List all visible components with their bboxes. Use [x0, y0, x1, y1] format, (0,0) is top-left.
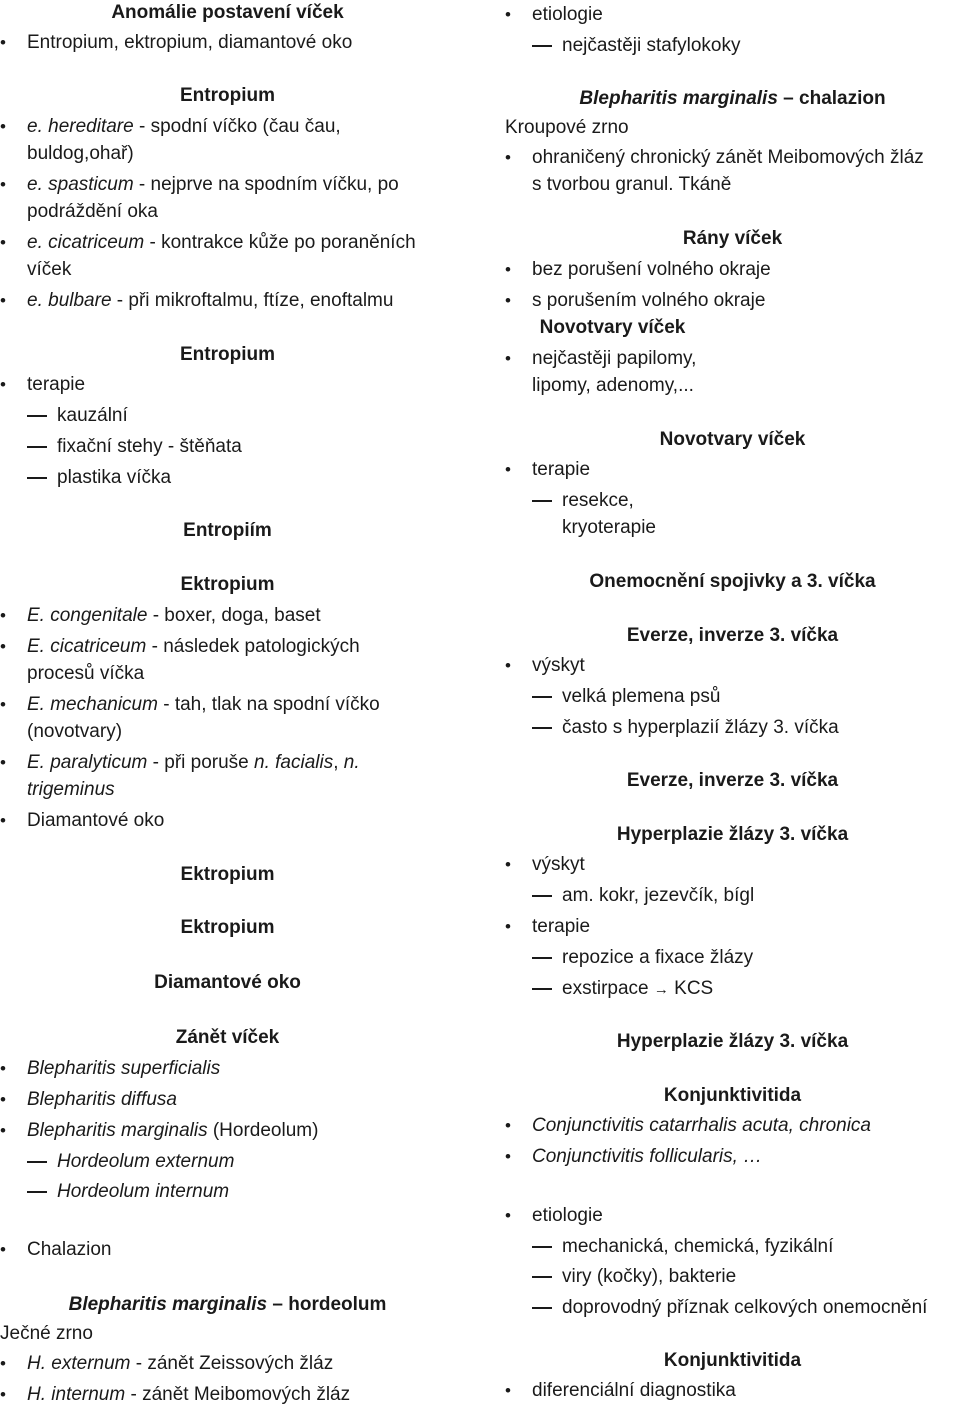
list-item: • e. hereditare - spodní víčko (čau čau, [27, 114, 341, 140]
list-item: • Conjunctivitis follicularis, … [532, 1144, 762, 1170]
list-item-cont: lipomy, adenomy,... [532, 375, 694, 396]
conjunctivitis-heading: Konjunktivitida [663, 1350, 802, 1371]
list-item: • Conjunctivitis catarrhalis acuta, chronica [532, 1113, 871, 1139]
sub-item: nejčastěji stafylokoky [562, 33, 740, 59]
kroupove-zrno-label: Kroupové zrno [505, 117, 629, 138]
list-item: • e. spasticum - nejprve na spodním víčku, po [27, 172, 399, 198]
list-item: • Blepharitis diffusa [27, 1087, 177, 1113]
arrow-right-icon: → [653, 981, 669, 998]
sub-item-cont: kryoterapie [562, 517, 656, 538]
sub-item: často s hyperplazií žlázy 3. víčka [562, 715, 839, 741]
sub-item: Hordeolum internum [57, 1179, 229, 1205]
list-item-cont: (novotvary) [27, 721, 123, 742]
list-item: • Blepharitis marginalis (Hordeolum) [27, 1118, 318, 1144]
list-item-cont: trigeminus [27, 779, 115, 800]
occurrence-label: • výskyt [532, 653, 585, 679]
list-item: • nejčastěji papilomy, [532, 346, 696, 372]
ektropium-heading: Ektropium [180, 864, 275, 885]
therapy-label: • terapie [27, 372, 85, 398]
list-item: • e. cicatriceum - kontrakce kůže po poraněních [27, 230, 416, 256]
list-item: • ohraničený chronický zánět Meibomových žláz [532, 145, 924, 171]
sub-item: mechanická, chemická, fyzikální [562, 1234, 833, 1260]
everze-heading: Everze, inverze 3. víčka [626, 770, 839, 791]
therapy-sub-item: plastika víčka [57, 465, 171, 491]
ektropium-heading: Ektropium [180, 917, 275, 938]
list-item: • s porušením volného okraje [532, 288, 765, 314]
list-item: • bez porušení volného okraje [532, 257, 771, 283]
tumors-heading: Novotvary víček [659, 429, 806, 450]
list-item: • E. congenitale - boxer, doga, baset [27, 603, 321, 629]
ektropium-heading: Ektropium [180, 574, 275, 595]
sub-item: am. kokr, jezevčík, bígl [562, 883, 754, 909]
list-item: • E. paralyticum - při poruše n. facialis, n. [27, 750, 360, 776]
list-item-cont: podráždění oka [27, 201, 158, 222]
chalazion-item: • Chalazion [27, 1237, 112, 1263]
therapy-label: • terapie [532, 457, 590, 483]
diamond-item: • Diamantové oko [27, 808, 164, 834]
sub-item: exstirpace → KCS [562, 976, 713, 1003]
etiology-label: • etiologie [532, 2, 603, 28]
occurrence-label: • výskyt [532, 852, 585, 878]
therapy-sub-item: kauzální [57, 403, 128, 429]
list-item: • Blepharitis superficialis [27, 1056, 220, 1082]
list-item: • e. bulbare - při mikroftalmu, ftíze, enoftalmu [27, 288, 393, 314]
entropium-heading: Entropium [180, 344, 275, 365]
sub-item: velká plemena psů [562, 684, 720, 710]
inflammation-heading: Zánět víček [175, 1027, 280, 1048]
entropium-heading: Entropium [180, 85, 275, 106]
sub-item: resekce, [562, 488, 634, 514]
sub-item: Hordeolum externum [57, 1149, 234, 1175]
list-item-cont: s tvorbou granul. Tkáně [532, 174, 732, 195]
etiology-label: • etiologie [532, 1203, 603, 1229]
anomalies-heading: Anomálie postavení víček [111, 2, 344, 23]
hyperplasia-heading: Hyperplazie žlázy 3. víčka [616, 824, 849, 845]
conjunctivitis-heading: Konjunktivitida [663, 1085, 802, 1106]
list-item: • diferenciální diagnostika [532, 1378, 736, 1404]
therapy-label: • terapie [532, 914, 590, 940]
hyperplasia-heading: Hyperplazie žlázy 3. víčka [616, 1031, 849, 1052]
conjunctiva-heading: Onemocnění spojivky a 3. víčka [589, 571, 876, 592]
sub-item: viry (kočky), bakterie [562, 1264, 736, 1290]
list-item: • H. externum - zánět Zeissových žláz [27, 1351, 333, 1377]
list-item-cont: víček [27, 259, 72, 280]
sub-item: repozice a fixace žlázy [562, 945, 753, 971]
list-item-cont: buldog,ohař) [27, 143, 134, 164]
bm-hordeolum-heading: Blepharitis marginalis – hordeolum [68, 1294, 387, 1315]
bm-chalazion-heading: Blepharitis marginalis – chalazion [579, 88, 886, 109]
anomalies-item: • Entropium, ektropium, diamantové oko [27, 30, 352, 56]
tumors-heading: Novotvary víček [539, 317, 686, 338]
everze-heading: Everze, inverze 3. víčka [626, 625, 839, 646]
entropiim-heading: Entropiím [183, 520, 272, 541]
wounds-heading: Rány víček [682, 228, 783, 249]
list-item: • E. mechanicum - tah, tlak na spodní víčko [27, 692, 380, 718]
list-item: • H. internum - zánět Meibomových žláz [27, 1382, 350, 1408]
list-item-cont: procesů víčka [27, 663, 145, 684]
sub-item: doprovodný příznak celkových onemocnění [562, 1295, 927, 1321]
therapy-sub-item: fixační stehy - štěňata [57, 434, 242, 460]
list-item: • E. cicatriceum - následek patologických [27, 634, 360, 660]
jecne-zrno-label: Ječné zrno [0, 1323, 93, 1344]
diamond-heading: Diamantové oko [154, 972, 301, 993]
